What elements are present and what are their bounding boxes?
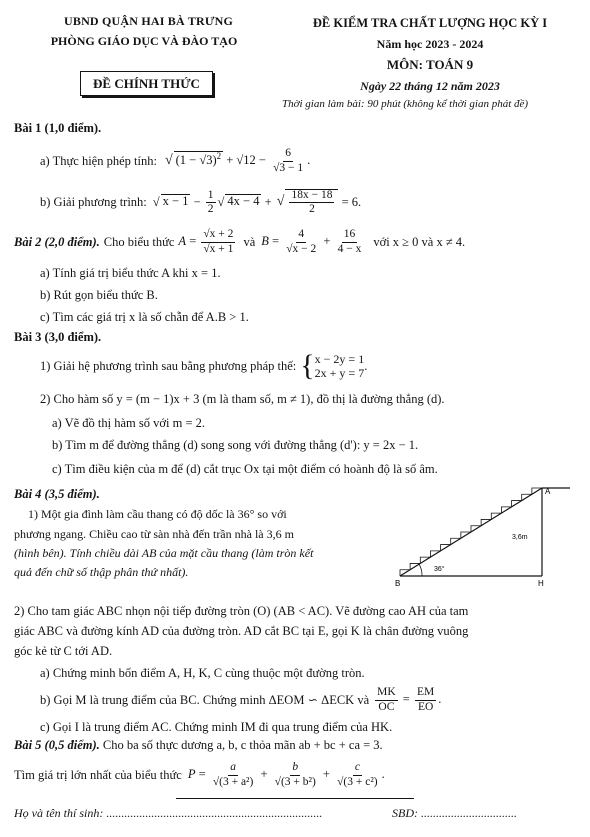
bai5-intro <box>14 738 383 753</box>
bai1-a-formula: √ $(1 - √3)^2 + √12$ − $\frac{6}{√3 - 1}$ . <box>164 147 311 174</box>
bai1-title-text: Bài 1 (1,0 điểm). <box>14 121 102 135</box>
bai5-ask: Tìm giá trị lớn nhất của biểu thức <box>14 767 182 782</box>
bai2-expr-a: A = $\frac{√x + 2}{√x + 1}$ <box>178 228 234 255</box>
bai4-b-text: b) Gọi M là trung điểm của BC. Chứng minh ΔEOM ∽ ΔECK và <box>40 693 370 707</box>
bai4-a: a) Chứng minh bốn điểm A, H, K, C cùng thuộc một đường tròn. <box>40 666 365 680</box>
bai2-intro-text: Cho biểu thức <box>103 234 175 249</box>
bai1-a-text: a) Thực hiện phép tính: <box>40 153 157 168</box>
bai4-p1-line1: 1) Một gia đình làm cầu thang có độ dốc là 36° so với <box>28 507 287 521</box>
bai4-b <box>40 684 441 716</box>
fig-point-h: H <box>538 579 544 588</box>
bai4-b-ratio: $\frac{MK}{OC}$ = $\frac{EM}{EO}$ . <box>377 686 442 713</box>
fig-height-label: 3,6m <box>512 534 528 541</box>
official-badge <box>80 71 213 96</box>
equation-1: x − 2y = 1 <box>314 351 365 366</box>
bai2-intro <box>14 226 465 258</box>
official-badge-label: ĐỀ CHÍNH THỨC <box>93 75 200 91</box>
bai3-p2: 2) Cho hàm số y = (m − 1)x + 3 (m là tham số, m ≠ 1), đồ thị là đường thẳng (d). <box>40 392 445 406</box>
fig-point-a: A <box>545 487 551 496</box>
bai2-condition: với x ≥ 0 và x ≠ 4. <box>373 234 466 249</box>
bai5-formula: P = $\frac{a}{\text{√(3 + a²)}}$ + $\frac{b}{\text{√(3 + b²)}}$ + $\frac{c}{\text{√(3 + c²)}}$ . <box>187 761 385 788</box>
bai1-b <box>40 186 361 218</box>
equation-2: 2x + y = 7 <box>314 366 365 380</box>
fig-angle-label: 36° <box>434 566 445 573</box>
bai3-title: Bài 3 (3,0 điểm). <box>14 330 102 344</box>
bai2-b: b) Rút gọn biểu thức B. <box>40 288 158 302</box>
bai3-p1: 1) Giải hệ phương trình sau bằng phương pháp thế: { x − 2y = 1 2x + y = 7 . <box>40 349 368 382</box>
bai1-b-text: b) Giải phương trình: <box>40 194 147 209</box>
bai3-p1-text: 1) Giải hệ phương trình sau bằng phương pháp thế: <box>40 358 297 373</box>
bai5-title: Bài 5 (0,5 điểm). <box>14 738 100 752</box>
bai1-title <box>14 121 101 136</box>
bai5-intro-text: Cho ba số thực dương a, b, c thỏa mãn ab + bc + ca = 3. <box>102 738 383 752</box>
bai4-p1-line2: phương ngang. Chiều cao từ sàn nhà đến trần nhà là 3,6 m <box>14 527 294 541</box>
bai4-p1-line3: (hình bên). Tính chiều dài AB của mặt cầu thang (làm tròn kết <box>14 546 314 560</box>
exam-title: ĐỀ KIỂM TRA CHẤT LƯỢNG HỌC KỲ I <box>312 16 548 30</box>
bai2-title: Bài 2 (2,0 điểm). <box>14 234 100 249</box>
bai4-title: Bài 4 (3,5 điểm). <box>14 487 100 501</box>
bai5-question <box>14 757 385 793</box>
bai1-b-formula: √ x − 1 − $\frac{1}{2}$ √ 4x − 4 + √ $\frac{18x - 18}{2}$ = 6. <box>152 188 362 215</box>
office-name: PHÒNG GIÁO DỤC VÀ ĐÀO TẠO <box>50 34 238 48</box>
bai2-expr-b: B = $\frac{4}{√x - 2}$ + $\frac{16}{4 - x}$ <box>261 228 362 255</box>
exam-date: Ngày 22 tháng 12 năm 2023 <box>360 79 500 93</box>
bai2-c: c) Tìm các giá trị x là số chẵn để A.B > 1. <box>40 310 249 324</box>
bai4-c: c) Gọi I là trung điểm AC. Chứng minh IM đi qua trung điểm của HK. <box>40 720 393 734</box>
bai4-p1-line4: quả đến chữ số thập phân thứ nhất). <box>14 565 189 579</box>
equation-system <box>315 352 365 381</box>
school-year: Năm học 2023 - 2024 <box>376 37 484 51</box>
staircase-figure <box>392 484 572 594</box>
bai3-b: b) Tìm m để đường thẳng (d) song song với đường thẳng (d'): y = 2x − 1. <box>52 438 419 452</box>
department-name: UBND QUẬN HAI BÀ TRƯNG <box>64 14 234 28</box>
system-brace: { <box>300 349 315 382</box>
bai1-a <box>40 146 310 176</box>
exam-duration: Thời gian làm bài: 90 phút (không kể thời gian phát đề) <box>282 98 529 110</box>
bai2-a: a) Tính giá trị biểu thức A khi x = 1. <box>40 266 221 280</box>
bai2-and: và <box>243 234 256 249</box>
end-rule <box>176 798 414 799</box>
candidate-name-field: Họ và tên thí sinh: ........................................................................ <box>14 806 323 820</box>
angle-arc <box>419 564 422 576</box>
candidate-number-field: SBD: ................................ <box>392 806 517 820</box>
bai4-p2-line3: góc kẻ từ C tới AD. <box>14 644 113 658</box>
subject: MÔN: TOÁN 9 <box>386 57 474 72</box>
bai3-a: a) Vẽ đồ thị hàm số với m = 2. <box>52 416 205 430</box>
bai4-p2-line1: 2) Cho tam giác ABC nhọn nội tiếp đường tròn (O) (AB < AC). Vẽ đường cao AH của tam <box>14 604 469 618</box>
bai3-c: c) Tìm điều kiện của m để (d) cắt trục Ox tại một điểm có hoành độ là số âm. <box>52 462 438 476</box>
bai4-p2-line2: giác ABC và đường kính AD của đường tròn. AD cắt BC tại E, gọi K là chân đường vuông <box>14 624 469 638</box>
fig-point-b: B <box>395 579 401 588</box>
